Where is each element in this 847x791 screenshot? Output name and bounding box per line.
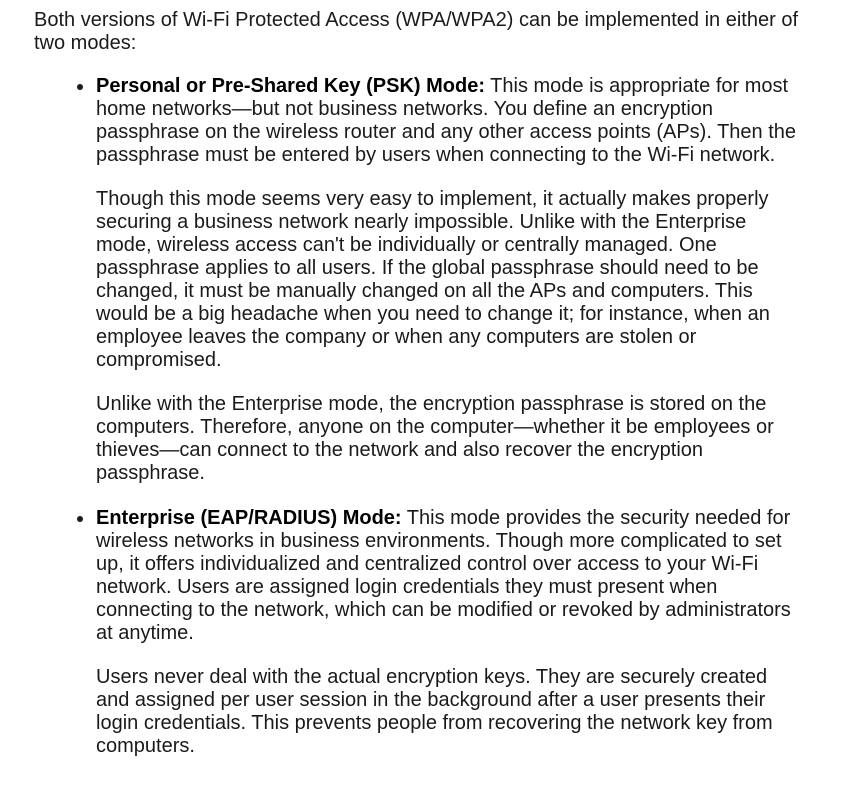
list-item-enterprise-mode xyxy=(34,507,817,758)
enterprise-mode-term: Enterprise (EAP/RADIUS) Mode: xyxy=(96,507,402,529)
bullet-icon xyxy=(77,84,83,90)
psk-mode-lead-text: This mode is appropriate for most home networks—but not business networks. You define an encryption passphrase on the wireless router and any other access points (APs). Then the passphrase must be entered by users when connecting to the Wi-Fi network. xyxy=(96,75,797,166)
psk-mode-paragraph: Unlike with the Enterprise mode, the encryption passphrase is stored on the computers. Therefore, anyone on the computer—whether it be employees or thieves—can connect to the network and also recover the encryption passphrase. xyxy=(96,393,774,484)
psk-mode-lead-paragraph xyxy=(96,75,796,167)
enterprise-mode-lead-text: This mode provides the security needed for wireless networks in business environments. Though more complicated to set up, it offers individualized and centralized control over access to your Wi-Fi network. Users are assigned login credentials they must present when connecting to the network, which can be modified or revoked by administrators at anytime. xyxy=(96,507,791,644)
enterprise-mode-lead-paragraph xyxy=(96,507,796,645)
intro-paragraph: Both versions of Wi-Fi Protected Access (WPA/WPA2) can be implemented in either of two modes: xyxy=(34,9,798,54)
modes-list xyxy=(34,75,817,758)
psk-mode-paragraph: Though this mode seems very easy to implement, it actually makes properly securing a business network nearly impossible. Unlike with the Enterprise mode, wireless access can't be individually or centrally managed. One passphrase applies to all users. If the global passphrase should need to be changed, it must be manually changed on all the APs and computers. This would be a big headache when you need to change it; for instance, when an employee leaves the company or when any computers are stolen or compromised. xyxy=(96,188,770,371)
enterprise-mode-paragraph: Users never deal with the actual encryption keys. They are securely created and assigned per user session in the background after a user presents their login credentials. This prevents people from recovering the network key from computers. xyxy=(96,666,773,757)
list-item-psk-mode xyxy=(34,75,817,485)
psk-mode-term: Personal or Pre-Shared Key (PSK) Mode: xyxy=(96,75,485,97)
bullet-icon xyxy=(77,516,83,522)
